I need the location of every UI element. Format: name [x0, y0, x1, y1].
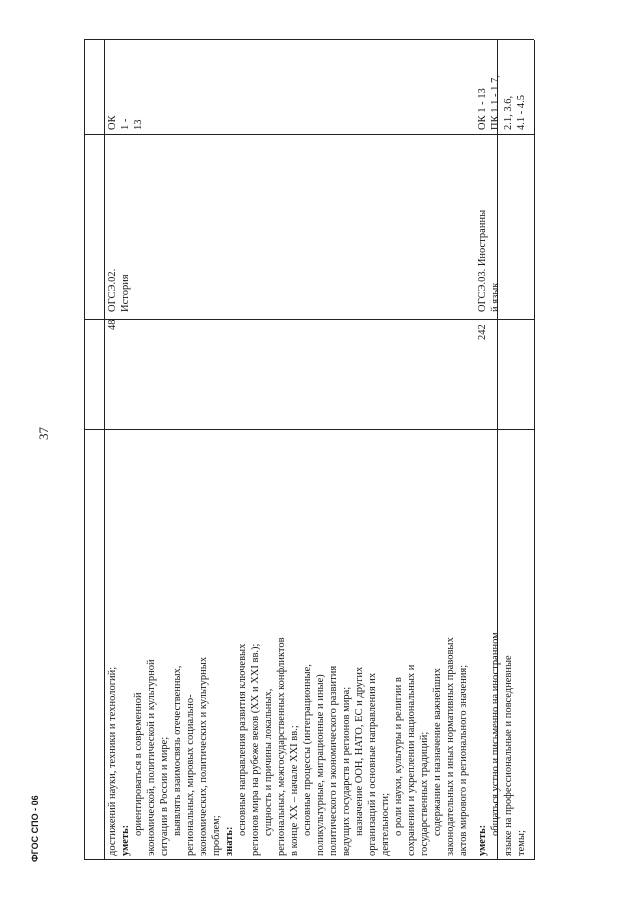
- curriculum-table: [84, 40, 534, 860]
- content-line: экономических, политических и культурных: [198, 656, 209, 856]
- discipline-line: й язык: [490, 282, 501, 312]
- competency-line: ПК 1.1 - 1.7,: [490, 75, 501, 130]
- content-line: основные процессы (интеграционные,: [302, 664, 313, 836]
- content-cell: [476, 432, 528, 856]
- page-number: 37: [36, 427, 51, 440]
- content-line: основные направления развития ключевых: [237, 643, 248, 836]
- discipline-line: ОГСЭ.03. Иностранны: [477, 209, 488, 312]
- section-heading: уметь:: [477, 824, 488, 856]
- content-line: общаться устно и письменно на иностранном: [490, 632, 501, 836]
- content-line: выявлять взаимосвязь отечественных,: [172, 665, 183, 836]
- content-line: в конце XX – начале XXI вв.;: [289, 725, 300, 856]
- hours-cell: 242: [477, 324, 488, 340]
- content-line: актов мирового и регионального значения;: [458, 664, 469, 856]
- content-line: регионов мира на рубеже веков (XX и XXI вв.);: [250, 643, 261, 856]
- content-line: ведущих государств и регионов мира;: [341, 686, 352, 856]
- content-line: содержание и назначение важнейших: [432, 668, 443, 836]
- content-line: региональных, межгосударственных конфликтов: [276, 637, 287, 856]
- content-line: проблем;: [211, 815, 222, 856]
- content-line: сущность и причины локальных,: [263, 688, 274, 836]
- content-line: достижений науки, техники и технологий;: [107, 666, 118, 856]
- content-line: языке на профессиональные и повседневные: [503, 655, 514, 856]
- table-row: [474, 40, 534, 860]
- content-line: поликультурные, миграционные и иные): [315, 674, 326, 856]
- competency-line: ОК 1 - 13: [477, 88, 488, 130]
- content-line: о роли науки, культуры и религии в: [393, 677, 404, 836]
- content-line: организаций и основные направления их: [367, 672, 378, 856]
- content-line: ориентироваться в современной: [133, 692, 144, 836]
- section-heading: уметь:: [120, 824, 131, 856]
- content-line: деятельности;: [380, 792, 391, 856]
- footer-code: ФГОС СПО - 06: [30, 795, 40, 862]
- content-line: законодательных и иных нормативных правовых: [445, 637, 456, 856]
- content-line: региональных, мировых социально-: [185, 694, 196, 856]
- discipline-cell: ОГСЭ.02. История: [107, 268, 131, 312]
- competencies-cell: ОК 1 - 13: [107, 115, 144, 130]
- content-line: политического и экономического развития: [328, 665, 339, 856]
- competencies-cell: [476, 75, 528, 130]
- content-line: ситуации в России и мире;: [159, 736, 170, 856]
- section-heading: знать:: [224, 826, 235, 856]
- hours-cell: 48: [107, 319, 118, 330]
- content-line: государственных традиций;: [419, 731, 430, 856]
- content-line: назначение ООН, НАТО, ЕС и других: [354, 666, 365, 836]
- content-line: темы;: [516, 830, 527, 856]
- discipline-cell: [476, 210, 502, 312]
- content-line: экономической, политической и культурной: [146, 659, 157, 856]
- content-line: сохранении и укреплении национальных и: [406, 664, 417, 856]
- competency-line: 2.1, 3.6,: [503, 95, 514, 130]
- competency-line: 4.1 - 4.5: [516, 95, 527, 130]
- content-cell: [106, 432, 470, 856]
